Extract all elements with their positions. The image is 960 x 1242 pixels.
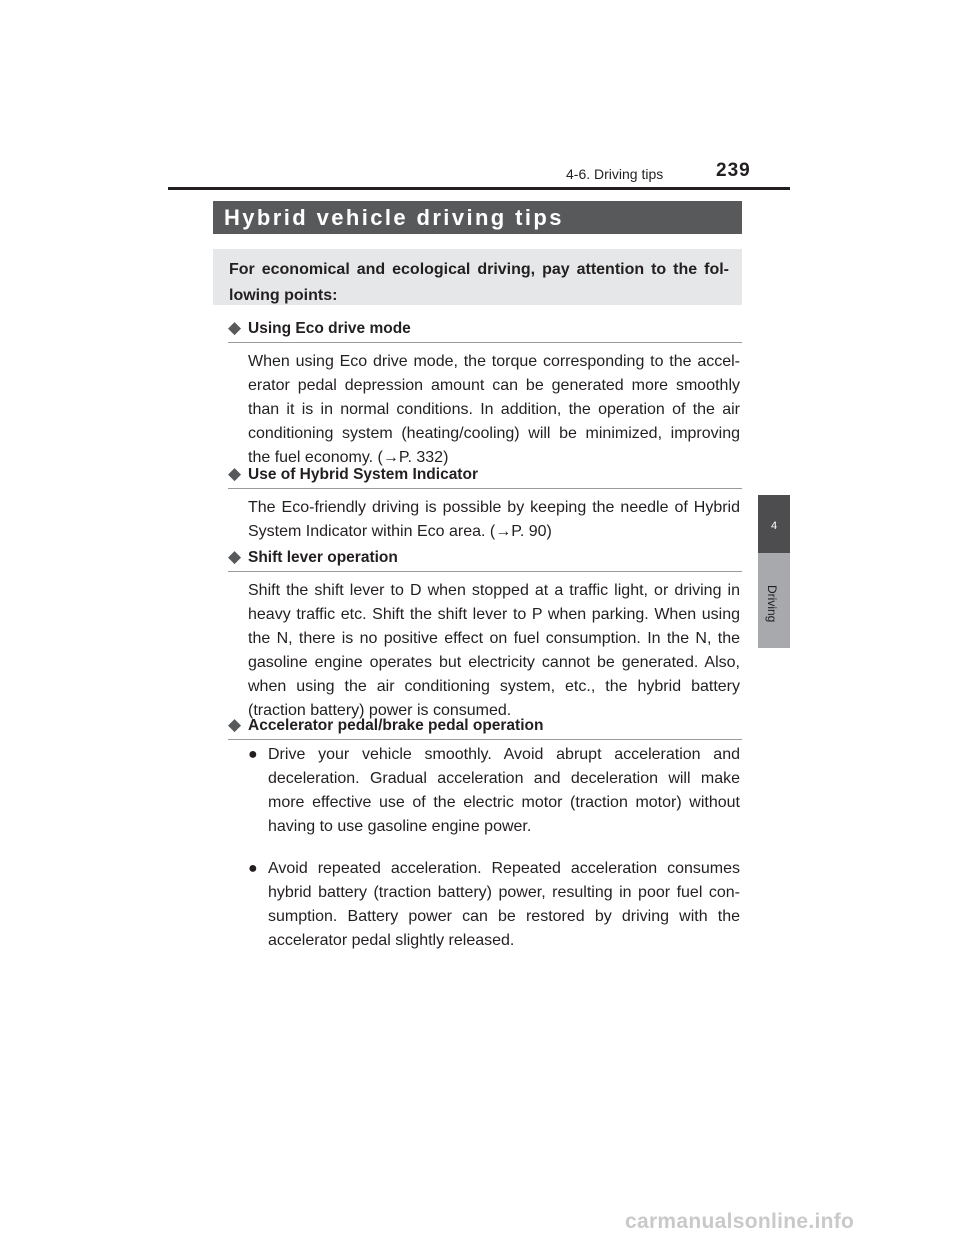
section-body: Shift the shift lever to D when stopped at a traffic light, or driving in heavy traffic etc. Shift the shift lever to P when parking. When using the N, there is no positive effect on fuel consumption. In the N, the gasoline engine operates but electricity cannot be generated. Also, when using the air conditioning system, etc., the hybrid battery (traction battery) power is consumed. <box>248 582 740 719</box>
bullet-icon: ● <box>248 746 258 763</box>
page-number: 239 <box>716 160 751 181</box>
diamond-icon: ◆ <box>228 464 242 483</box>
section-body: The Eco-friendly driving is possible by keeping the needle of Hybrid System Indicator within Eco area. (→P. 90) <box>248 499 740 540</box>
section-heading-text: Shift lever operation <box>248 549 398 566</box>
section-heading <box>228 545 742 572</box>
diamond-icon: ◆ <box>228 318 242 337</box>
header-divider <box>168 187 790 190</box>
section-body: When using Eco drive mode, the torque corresponding to the accel-erator pedal depression amount can be generated more smoothly than it is in normal conditions. In addition, the operation of the air conditioning system (heating/cooling) will be minimized, improving the fuel economy. (→P. 332) <box>248 353 740 466</box>
section-heading <box>228 713 742 740</box>
section-heading-text: Accelerator pedal/brake pedal operation <box>248 717 544 734</box>
diamond-icon: ◆ <box>228 715 242 734</box>
intro-box <box>213 249 742 305</box>
chapter-label: Driving <box>765 585 779 623</box>
section-heading-text: Using Eco drive mode <box>248 320 411 337</box>
watermark: carmanualsonline.info <box>625 1210 855 1233</box>
section-heading <box>228 316 742 343</box>
list-item-text: Avoid repeated acceleration. Repeated acceleration consumes hybrid battery (traction battery) power, resulting in poor fuel con-sumption. Battery power can be restored by driving with the accelerator pedal slightly released. <box>268 860 740 949</box>
intro-text: For economical and ecological driving, pay attention to the fol-lowing points: <box>229 261 729 304</box>
bullet-icon: ● <box>248 860 258 877</box>
page-title: Hybrid vehicle driving tips <box>224 205 564 230</box>
page-title-bar <box>213 201 742 234</box>
section-heading-text: Use of Hybrid System Indicator <box>248 466 478 483</box>
header-section-title: 4-6. Driving tips <box>566 166 664 182</box>
section-heading <box>228 462 742 489</box>
chapter-number: 4 <box>770 520 778 532</box>
list-item-text: Drive your vehicle smoothly. Avoid abrupt acceleration and deceleration. Gradual acceleration and deceleration will make more effective use of the electric motor (traction motor) without having to use gasoline engine power. <box>268 746 740 835</box>
diamond-icon: ◆ <box>228 547 242 566</box>
